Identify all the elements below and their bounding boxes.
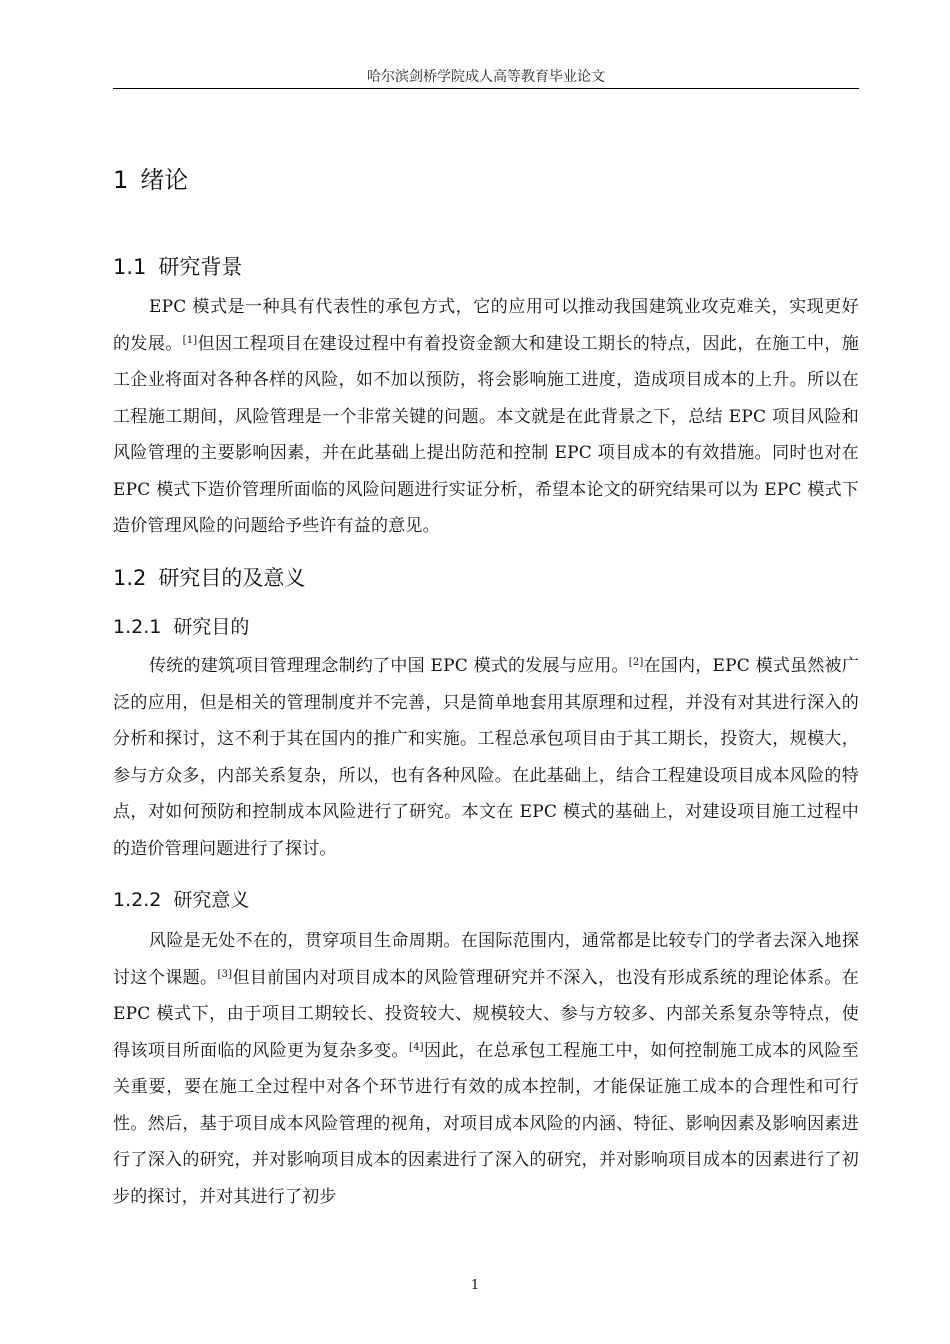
paragraph-text: 但因工程项目在建设过程中有着投资金额大和建设工期长的特点，因此，在施工中，施工企业将面对各种各样的风险，如不加以预防，将会影响施工进度，造成项目成本的上升。所以在工程施工期间，风险管理是一个非常关键的问题。本文就是在此背景之下，总结 EPC 项目风险和风险管理的主要影响因素，并在此基础上提出防范和控制 EPC 项目成本的有效措施。同时也对在 EPC 模式下造价管理所面临的风险问题进行实证分析，希望本论文的研究结果可以为 EPC 模式下造价管理风险的问题给予些许有益的意见。	[113, 333, 859, 536]
paragraph-text: 在国内，EPC 模式虽然被广泛的应用，但是相关的管理制度并不完善，只是简单地套用其原理和过程，并没有对其进行深入的分析和探讨，这不利于其在国内的推广和实施。工程总承包项目由于其工期长，投资大，规模大，参与方众多，内部关系复杂，所以，也有各种风险。在此基础上，结合工程建设项目成本风险的特点，对如何预防和控制成本风险进行了研究。本文在 EPC 模式的基础上，对建设项目施工过程中的造价管理问题进行了探讨。	[113, 656, 859, 859]
citation-4: [4]	[408, 1041, 424, 1053]
section-number: 1.1	[113, 255, 147, 279]
paragraph-background	[113, 289, 859, 545]
paragraph-significance	[113, 923, 859, 1215]
paragraph-text: 传统的建筑项目管理理念制约了中国 EPC 模式的发展与应用。	[149, 656, 629, 676]
chapter-number: 1	[113, 166, 129, 194]
paragraph-text: EPC 模式是一种具有代表性的承包方式，它的应用可以推动我国建筑业攻克难关，实现更好的发展。	[113, 297, 859, 354]
paragraph-text: 风险是无处不在的，贯穿项目生命周期。在国际范围内，通常都是比较专门的学者去深入地探讨这个课题。	[113, 931, 859, 988]
citation-1: [1]	[182, 334, 198, 346]
paragraph-purpose	[113, 648, 859, 867]
section-heading-1-1	[113, 251, 242, 281]
subsection-heading-1-2-1	[113, 612, 249, 639]
paragraph-text: 因此，在总承包工程施工中，如何控制施工成本的风险至关重要，要在施工全过程中对各个环节进行有效的成本控制，才能保证施工成本的合理性和可行性。然后，基于项目成本风险管理的视角，对项目成本风险的内涵、特征、影响因素及影响因素进行了深入的研究，并对影响项目成本的因素进行了深入的研究，并对影响项目成本的因素进行了初步的探讨，并对其进行了初步	[113, 1040, 860, 1207]
section-title: 研究背景	[158, 255, 243, 279]
chapter-title: 绪论	[140, 166, 189, 194]
header-divider	[113, 88, 859, 89]
section-title: 研究目的及意义	[158, 566, 306, 590]
citation-2: [2]	[628, 657, 644, 668]
subsection-title: 研究目的	[173, 616, 250, 638]
section-heading-1-2	[113, 562, 305, 592]
subsection-number: 1.2.2	[113, 889, 162, 911]
section-number: 1.2	[113, 566, 147, 590]
chapter-heading	[113, 160, 188, 195]
running-header: 哈尔滨剑桥学院成人高等教育毕业论文	[367, 69, 605, 85]
page-number: 1	[470, 1278, 480, 1293]
subsection-heading-1-2-2	[113, 885, 249, 912]
paragraph-text: 但目前国内对项目成本的风险管理研究并不深入，也没有形成系统的理论体系。在 EPC 模式下，由于项目工期较长、投资较大、规模较大、参与方较多、内部关系复杂等特点，使得该项目所面临的风险更为复杂多变。	[113, 967, 859, 1061]
subsection-title: 研究意义	[173, 889, 250, 911]
citation-3: [3]	[217, 968, 233, 980]
subsection-number: 1.2.1	[113, 616, 162, 638]
